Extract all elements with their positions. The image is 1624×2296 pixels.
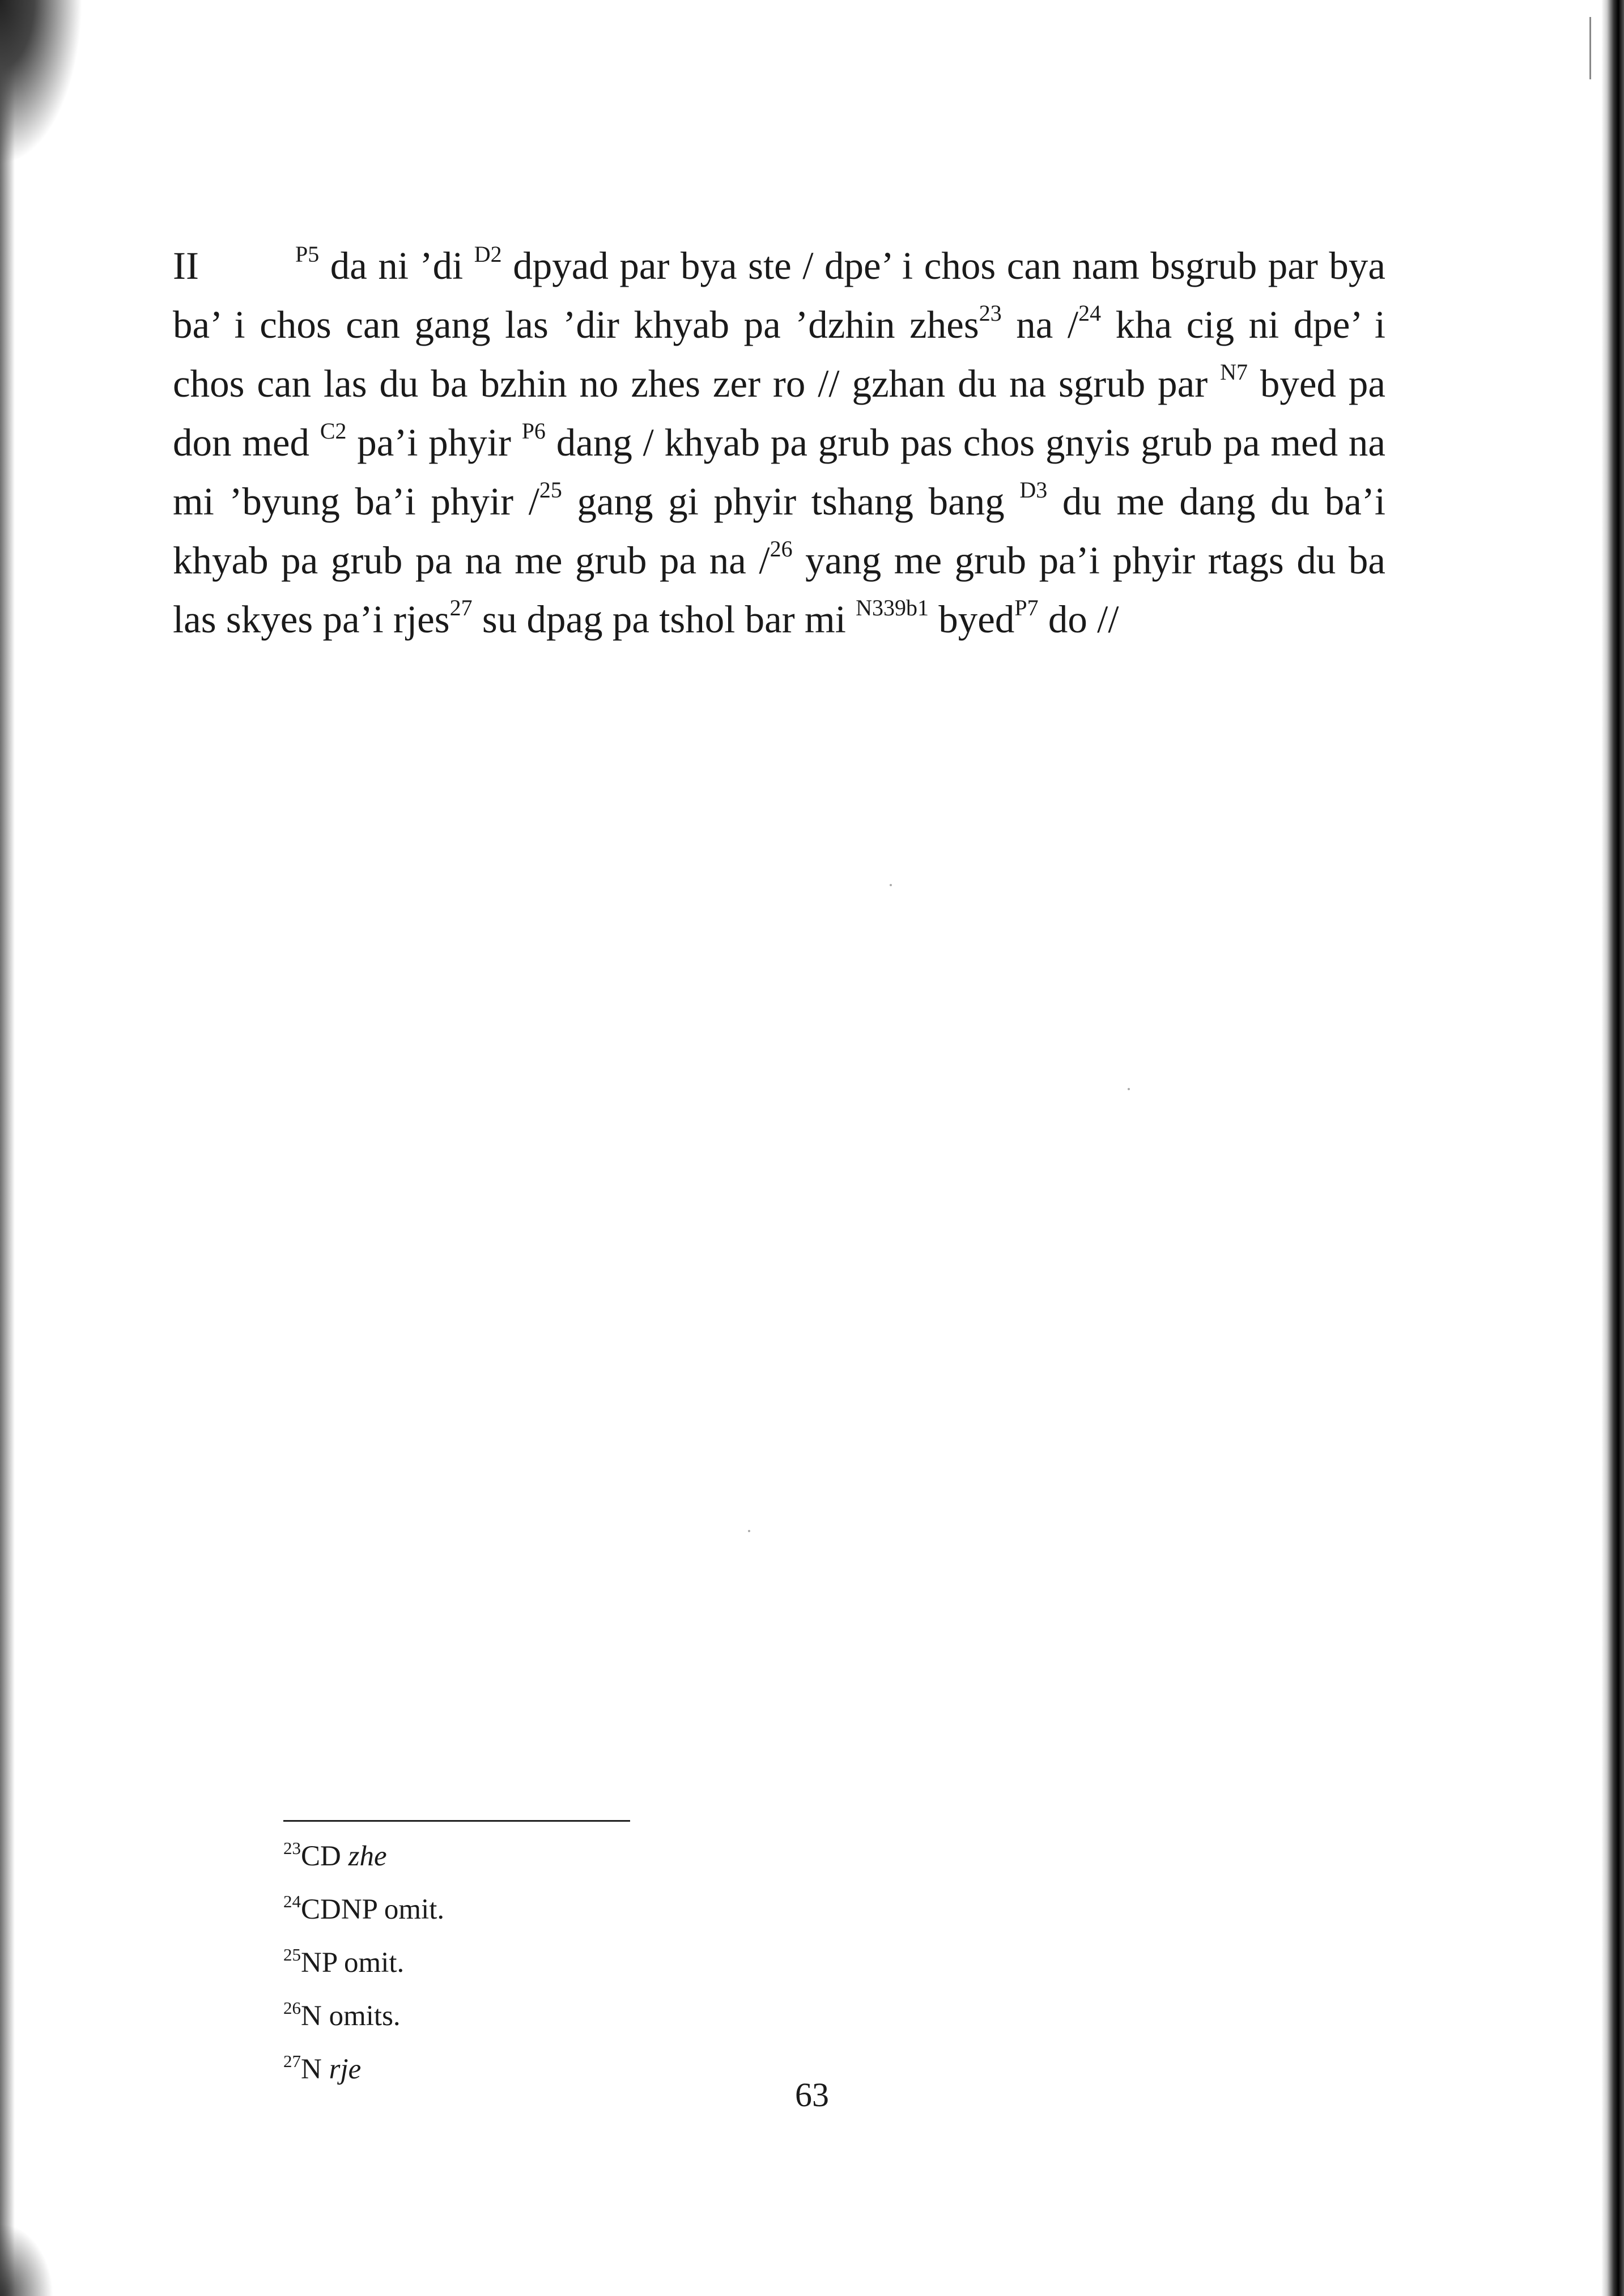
page-edge-shadow-right: [1601, 0, 1624, 2296]
footnote-number: 25: [283, 1945, 301, 1965]
footnote-item: [283, 2044, 793, 2098]
footnote-number: 24: [283, 1891, 301, 1911]
scan-speck: [748, 1530, 750, 1532]
footnote-item: [283, 1938, 793, 1991]
text-segment: na /: [1001, 303, 1079, 346]
page-edge-shadow-left: [0, 0, 15, 2296]
footnote-number: 26: [283, 1998, 301, 2018]
annotation-marker: C2: [320, 418, 347, 444]
footnote-text: N: [301, 2053, 329, 2085]
annotation-marker: P6: [521, 418, 546, 444]
text-segment: dang / khyab pa grub pas chos gnyis grub pa med na mi ’byung ba’i phyir /: [173, 421, 1386, 523]
main-text-block: [173, 239, 1385, 652]
text-segment: byed: [929, 598, 1015, 641]
text-segment: su dpag pa tshol bar mi: [472, 598, 856, 641]
footnote-text: NP omit.: [301, 1947, 405, 1979]
section-numeral: II: [173, 244, 199, 287]
scan-speck: [1128, 1088, 1130, 1090]
annotation-marker: 24: [1078, 300, 1102, 326]
annotation-marker: 25: [539, 477, 562, 503]
annotation-marker: D2: [474, 241, 502, 267]
page-corner-shadow-bottom: [0, 2211, 62, 2296]
page-corner-shadow: [0, 0, 96, 193]
text-segment: da ni ’di: [319, 244, 474, 287]
footnote-reading: rje: [329, 2053, 362, 2085]
annotation-marker: P5: [295, 241, 320, 267]
footnote-text: CD: [301, 1840, 348, 1872]
page-number: 63: [795, 2076, 829, 2114]
footnote-reading: zhe: [348, 1840, 387, 1872]
text-segment: yang me grub pa’i phyir rtags du ba las skyes pa’i rjes: [173, 539, 1385, 641]
text-segment: dpyad par bya ste / dpe’ i chos can nam bsgrub par bya ba’ i chos can gang las ’dir khyab pa ’dzhin zhes: [173, 244, 1385, 346]
footnote-text: N omits.: [301, 2000, 401, 2032]
text-segment: do //: [1038, 598, 1119, 641]
footnote-item: [283, 1885, 793, 1938]
annotation-marker: N339b1: [856, 595, 929, 620]
text-segment: gang gi phyir tshang bang: [562, 480, 1020, 523]
annotation-marker: 23: [979, 300, 1002, 326]
main-paragraph: [173, 239, 1385, 652]
footnote-number: 23: [283, 1838, 301, 1858]
footnote-text: CDNP omit.: [301, 1894, 445, 1925]
annotation-marker: 26: [770, 536, 793, 562]
footnote-item: [283, 1991, 793, 2044]
footnote-number: 27: [283, 2051, 301, 2071]
scan-speck: [890, 884, 892, 886]
footnote-separator: [283, 1820, 630, 1822]
annotation-marker: N7: [1220, 359, 1248, 385]
text-segment: pa’i phyir: [346, 421, 522, 464]
text-segment: kha cig ni dpe’ i chos can las du ba bzhin no zhes zer ro // gzhan du na sgrub par: [173, 303, 1385, 405]
text-segment: du me dang du ba’i khyab pa grub pa na me grub pa na /: [173, 480, 1386, 582]
annotation-marker: P7: [1014, 595, 1039, 620]
footnote-item: [283, 1831, 793, 1885]
text-segment: byed pa don med: [173, 362, 1385, 464]
scan-mark: [1589, 17, 1591, 79]
footnotes: [283, 1831, 793, 2098]
annotation-marker: 27: [449, 595, 473, 620]
annotation-marker: D3: [1019, 477, 1048, 503]
